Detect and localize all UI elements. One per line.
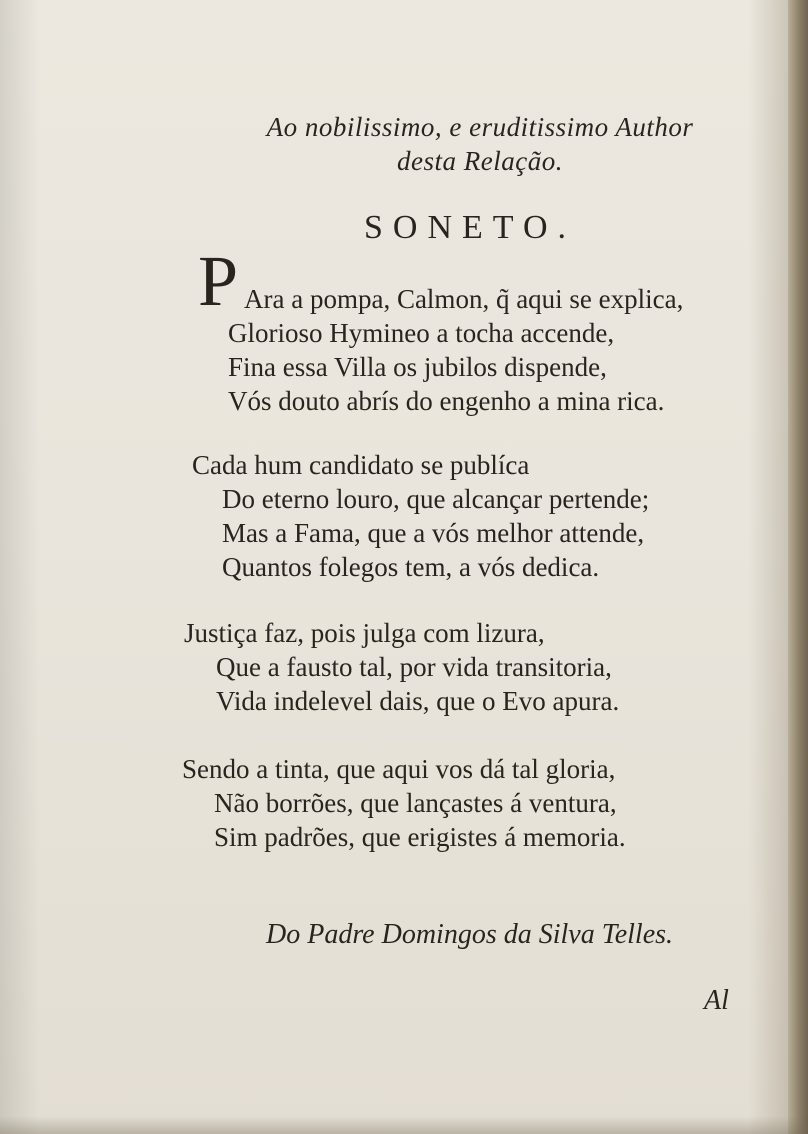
verse-line: Quantos folegos tem, a vós dedica. [222,552,600,582]
verse-line: Justiça faz, pois julga com lizura, [184,618,545,648]
dedication-line-2: desta Relação. [397,146,563,176]
verse-line: Vós douto abrís do engenho a mina rica. [228,386,665,416]
verse-line: Ara a pompa, Calmon, q̃ aqui se explica, [244,284,684,314]
dedication-line-1: Ao nobilissimo, e eruditissimo Author [266,112,694,142]
poem-title: SONETO. [364,209,576,246]
verse-line: Sendo a tinta, que aqui vos dá tal gloria, [182,754,616,784]
drop-cap: P [198,241,239,321]
catchword: Al [704,985,729,1016]
page-gutter-edge [788,0,808,1134]
verse-line: Cada hum candidato se publíca [192,450,530,480]
verse-line: Mas a Fama, que a vós melhor attende, [222,518,645,548]
verse-line: Vida indelevel dais, que o Evo apura. [216,686,620,716]
page-bottom-shadow [0,1116,808,1134]
verse-line: Fina essa Villa os jubilos dispende, [228,352,607,382]
verse-line: Sim padrões, que erigistes á memoria. [214,822,626,852]
verse-line: Glorioso Hymineo a tocha accende, [228,318,615,348]
verse-line: Que a fausto tal, por vida transitoria, [216,652,612,682]
dedication-heading [220,110,740,178]
author-signature: Do Padre Domingos da Silva Telles. [266,919,674,950]
verse-line: Não borrões, que lançastes á ventura, [214,788,617,818]
verse-line: Do eterno louro, que alcançar pertende; [222,484,650,514]
